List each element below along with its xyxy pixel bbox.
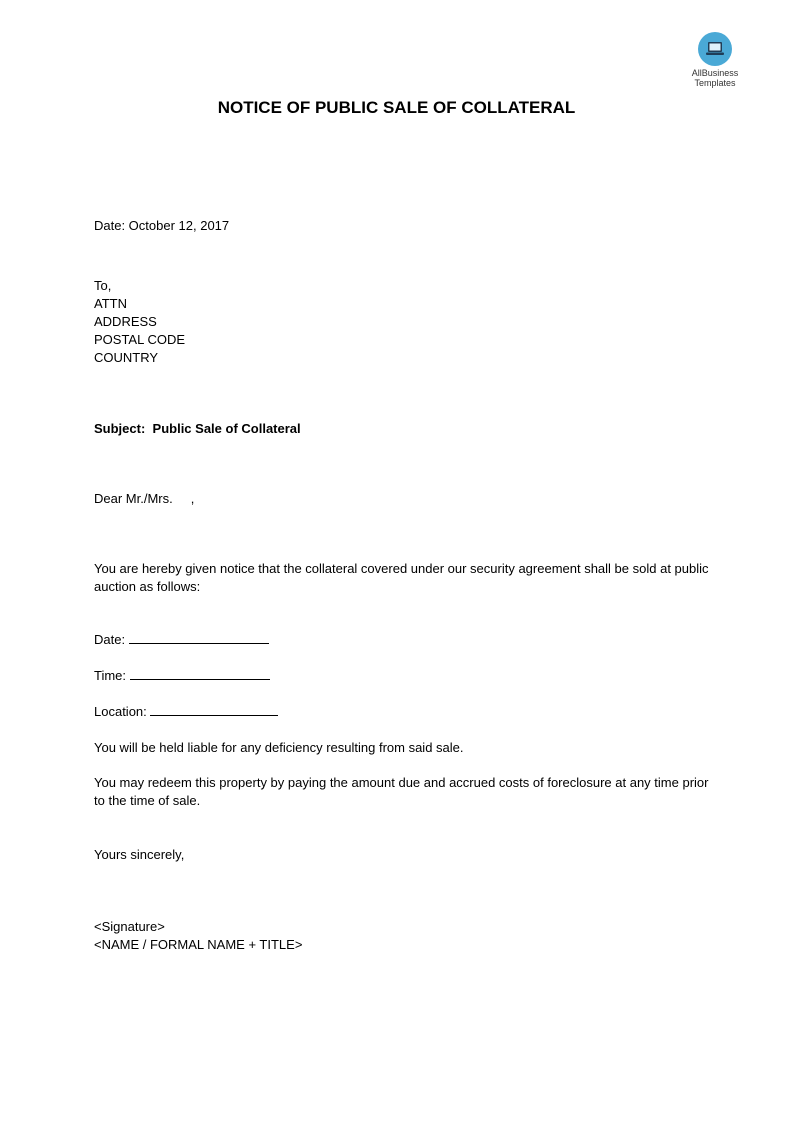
auction-date-row: [94, 631, 269, 649]
subject-label: Subject:: [94, 421, 146, 436]
salutation: Dear Mr./Mrs. ,: [94, 491, 195, 506]
auction-date-label: Date:: [94, 632, 126, 647]
auction-time-blank: [130, 667, 270, 680]
recipient-postal: POSTAL CODE: [94, 332, 186, 347]
auction-time-row: [94, 667, 270, 685]
subject-line: [94, 420, 301, 438]
redeem-paragraph: You may redeem this property by paying the amount due and accrued costs of foreclosure at any time prior to the time of sale.: [94, 775, 709, 808]
date-line: Date: October 12, 2017: [94, 218, 230, 233]
auction-location-blank: [150, 703, 278, 716]
subject-text: Public Sale of Collateral: [152, 421, 301, 436]
logo-badge: [698, 32, 732, 66]
auction-date-blank: [129, 631, 269, 644]
laptop-icon: [705, 41, 725, 57]
recipient-attn: ATTN: [94, 296, 127, 311]
closing-line: Yours sincerely,: [94, 847, 185, 862]
auction-location-label: Location:: [94, 704, 147, 719]
logo-line-2: Templates: [694, 78, 736, 88]
recipient-address: ADDRESS: [94, 314, 157, 329]
auction-time-label: Time:: [94, 668, 127, 683]
logo-line-1: AllBusiness: [691, 68, 739, 78]
signature-placeholder: <Signature>: [94, 919, 165, 934]
liability-paragraph: You will be held liable for any deficiency resulting from said sale.: [94, 740, 464, 755]
recipient-country: COUNTRY: [94, 350, 159, 365]
auction-location-row: [94, 703, 278, 721]
logo-text: [684, 68, 746, 88]
allbusiness-logo: [684, 32, 746, 88]
notice-paragraph: You are hereby given notice that the collateral covered under our security agreement shall be sold at public auction as follows:: [94, 561, 709, 594]
recipient-to: To,: [94, 278, 112, 293]
document-title: NOTICE OF PUBLIC SALE OF COLLATERAL: [217, 98, 576, 117]
name-title-placeholder: <NAME / FORMAL NAME + TITLE>: [94, 937, 303, 952]
